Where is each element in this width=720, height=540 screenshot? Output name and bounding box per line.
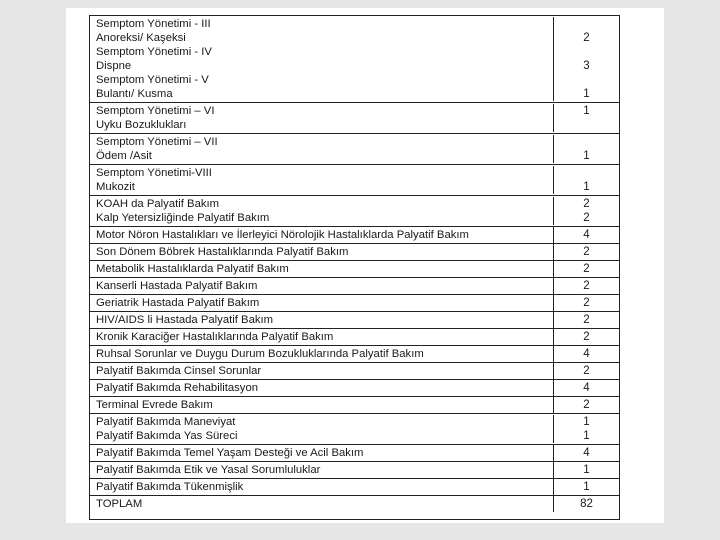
hours-value: 1 [583, 150, 590, 162]
hours-value: 2 [583, 212, 590, 224]
hours-value: 2 [583, 365, 590, 377]
topic-cell [90, 329, 554, 345]
hours-value: 2 [583, 280, 590, 292]
topic-cell [90, 312, 554, 328]
hours-cell [554, 445, 619, 461]
hours-cell [554, 496, 619, 512]
table-row [90, 278, 619, 295]
topic-text: Palyatif Bakımda Cinsel Sorunlar [96, 365, 262, 377]
table-row [90, 134, 619, 165]
topic-cell [90, 346, 554, 362]
topic-cell [90, 479, 554, 495]
topic-text: TOPLAM [96, 498, 143, 510]
hours-cell [554, 17, 619, 101]
topic-text: Kanserli Hastada Palyatif Bakım [96, 280, 258, 292]
hours-cell [554, 312, 619, 328]
topic-text: Palyatif Bakımda Yas Süreci [96, 430, 238, 442]
topic-text: Palyatif Bakımda Tükenmişlik [96, 481, 244, 493]
hours-value: 2 [583, 297, 590, 309]
table-row [90, 346, 619, 363]
topic-text: Semptom Yönetimi-VIII [96, 167, 212, 179]
hours-value: 1 [583, 105, 590, 117]
hours-cell [554, 166, 619, 194]
topic-cell [90, 462, 554, 478]
topic-cell [90, 104, 554, 132]
topic-cell [90, 166, 554, 194]
topic-text: Uyku Bozuklukları [96, 119, 187, 131]
topic-cell [90, 227, 554, 243]
hours-cell [554, 397, 619, 413]
topic-text: Semptom Yönetimi – VII [96, 136, 218, 148]
hours-value: 2 [583, 399, 590, 411]
topic-cell [90, 135, 554, 163]
hours-value: 2 [583, 198, 590, 210]
table-row [90, 165, 619, 196]
topic-cell [90, 261, 554, 277]
table-row [90, 363, 619, 380]
topic-text: Bulantı/ Kusma [96, 88, 173, 100]
hours-cell [554, 227, 619, 243]
hours-value: 82 [580, 498, 593, 510]
table-row [90, 16, 619, 103]
topic-text: Motor Nöron Hastalıkları ve İlerleyici Nörolojik Hastalıklarda Palyatif Bakım [96, 229, 469, 241]
table-row [90, 462, 619, 479]
table-row [90, 496, 619, 512]
table-row [90, 196, 619, 227]
topic-text: Dispne [96, 60, 132, 72]
table-row [90, 244, 619, 261]
hours-value: 2 [583, 32, 590, 44]
topic-text: Palyatif Bakımda Rehabilitasyon [96, 382, 259, 394]
hours-cell [554, 295, 619, 311]
topic-text: Semptom Yönetimi - V [96, 74, 209, 86]
topic-cell [90, 17, 554, 101]
table-row [90, 295, 619, 312]
document-page [66, 8, 664, 523]
hours-value: 1 [583, 181, 590, 193]
hours-value: 2 [583, 314, 590, 326]
hours-cell [554, 363, 619, 379]
topic-text: HIV/AIDS li Hastada Palyatif Bakım [96, 314, 274, 326]
hours-value [554, 135, 619, 149]
hours-value [554, 73, 619, 87]
hours-cell [554, 278, 619, 294]
hours-value [554, 118, 619, 132]
hours-value: 2 [583, 331, 590, 343]
topic-cell [90, 197, 554, 225]
topic-text: Ödem /Asit [96, 150, 152, 162]
topic-text: Kronik Karaciğer Hastalıklarında Palyatif Bakım [96, 331, 334, 343]
topic-cell [90, 295, 554, 311]
table-row [90, 261, 619, 278]
topic-text: Semptom Yönetimi - III [96, 18, 211, 30]
hours-cell [554, 462, 619, 478]
topic-text: Ruhsal Sorunlar ve Duygu Durum Bozukluklarında Palyatif Bakım [96, 348, 424, 360]
table-row [90, 445, 619, 462]
table-row [90, 227, 619, 244]
hours-value: 1 [583, 88, 590, 100]
topic-text: Palyatif Bakımda Maneviyat [96, 416, 236, 428]
hours-value: 4 [583, 447, 590, 459]
hours-value: 4 [583, 348, 590, 360]
hours-value: 1 [583, 464, 590, 476]
table-row [90, 414, 619, 445]
topic-text: Palyatif Bakımda Etik ve Yasal Sorumluluklar [96, 464, 321, 476]
hours-value: 1 [583, 430, 590, 442]
table-row [90, 103, 619, 134]
topic-cell [90, 496, 554, 512]
curriculum-table [89, 15, 620, 520]
topic-text: Semptom Yönetimi - IV [96, 46, 212, 58]
topic-cell [90, 415, 554, 443]
hours-value: 4 [583, 382, 590, 394]
topic-text: Geriatrik Hastada Palyatif Bakım [96, 297, 260, 309]
hours-value: 2 [583, 263, 590, 275]
topic-text: Anoreksi/ Kaşeksi [96, 32, 186, 44]
topic-cell [90, 278, 554, 294]
hours-cell [554, 415, 619, 443]
hours-cell [554, 197, 619, 225]
hours-cell [554, 346, 619, 362]
topic-cell [90, 363, 554, 379]
hours-value: 3 [583, 60, 590, 72]
hours-value: 1 [583, 416, 590, 428]
topic-cell [90, 244, 554, 260]
topic-cell [90, 380, 554, 396]
hours-value [554, 45, 619, 59]
hours-value [554, 17, 619, 31]
topic-cell [90, 445, 554, 461]
topic-text: Metabolik Hastalıklarda Palyatif Bakım [96, 263, 289, 275]
topic-text: Son Dönem Böbrek Hastalıklarında Palyatif Bakım [96, 246, 349, 258]
hours-cell [554, 479, 619, 495]
table-row [90, 479, 619, 496]
hours-cell [554, 104, 619, 132]
table-row [90, 312, 619, 329]
hours-value: 1 [583, 481, 590, 493]
hours-value [554, 166, 619, 180]
hours-cell [554, 261, 619, 277]
topic-text: Kalp Yetersizliğinde Palyatif Bakım [96, 212, 270, 224]
hours-cell [554, 380, 619, 396]
hours-cell [554, 244, 619, 260]
hours-cell [554, 329, 619, 345]
table-row [90, 329, 619, 346]
hours-value: 4 [583, 229, 590, 241]
topic-text: Semptom Yönetimi – VI [96, 105, 215, 117]
hours-cell [554, 135, 619, 163]
topic-cell [90, 397, 554, 413]
topic-text: KOAH da Palyatif Bakım [96, 198, 220, 210]
topic-text: Terminal Evrede Bakım [96, 399, 213, 411]
topic-text: Mukozit [96, 181, 135, 193]
table-row [90, 397, 619, 414]
topic-text: Palyatif Bakımda Temel Yaşam Desteği ve Acil Bakım [96, 447, 364, 459]
hours-value: 2 [583, 246, 590, 258]
table-row [90, 380, 619, 397]
